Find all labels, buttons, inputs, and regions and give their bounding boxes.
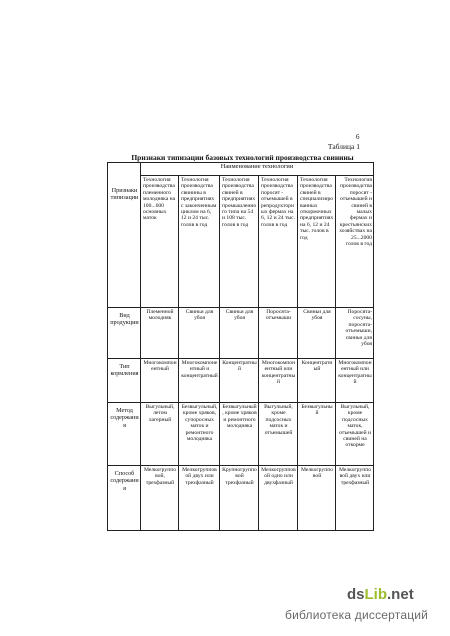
- row-label: Тип кормления: [108, 359, 141, 403]
- table-cell: Многокомпонентный и концентратный: [179, 359, 220, 403]
- column-header: Технология производства свиней в специализированных откормочных предприятиях на 6, 12 и 24 тыс. голов в год: [298, 176, 336, 308]
- table-cell: Концентратный: [220, 359, 259, 403]
- table-cell: Безвыгульный, кроме хряков и ремонтного молодняка: [220, 403, 259, 466]
- table-label: Таблица 1: [327, 142, 360, 151]
- column-header: Технология производства поросят - отъемышей и свиней в малых фермах и крестьянских хозяйствах на 25...2000 голов в год: [336, 176, 374, 308]
- column-header: Технология производства поросят - отъемышей в репродукторных фермах на 6, 12 и 24 тыс. голов в год: [259, 176, 298, 308]
- table-cell: Свиньи для убоя: [298, 308, 336, 359]
- table-cell: Многокомпонентный: [141, 359, 179, 403]
- table-row: [108, 308, 374, 359]
- table-cell: Безвыгульный, кроме хряков, супоросных маток и ремонтного молодняка: [179, 403, 220, 466]
- table-cell: Мелкогрупповой одно или двухфазный: [259, 466, 298, 531]
- table-group-header-row: [108, 163, 374, 176]
- table-title: Признаки типизации базовых технологий производства свинины: [131, 153, 354, 162]
- table-cell: Мелкогрупповой, трехфазный: [141, 466, 179, 531]
- table-cell: Свиньи для убоя: [179, 308, 220, 359]
- table-cell: Крупногрупповой трехфазный: [220, 466, 259, 531]
- logo-net-text: .net: [387, 586, 414, 603]
- row-label: Метод содержания: [108, 403, 141, 466]
- technology-table: [107, 162, 374, 531]
- row-label: Способ содержания: [108, 466, 141, 531]
- column-header: Технология производства племенного молодняка на 100...600 основных маток: [141, 176, 179, 308]
- column-header: Технология производства свиней в предприятиях промышленного типа на 54 и 108 тыс. голов в год: [220, 176, 259, 308]
- table-row: [108, 403, 374, 466]
- table-cell: Племенной молодняк: [141, 308, 179, 359]
- page-number: 6: [356, 133, 360, 141]
- logo-subtitle: библиотека диссертаций: [285, 608, 429, 622]
- table-cell: Мелкогрупповой двух или трехфазный: [179, 466, 220, 531]
- table-cell: Мелкогрупповой двух или трехфазный: [336, 466, 374, 531]
- table-column-header-row: [108, 176, 374, 308]
- table-cell: Многокомпонентный или концентратный: [336, 359, 374, 403]
- row-label: Вид продукции: [108, 308, 141, 359]
- row-header-features: Признаки типизации: [108, 163, 141, 308]
- table-row: [108, 466, 374, 531]
- table-cell: Концентратный: [298, 359, 336, 403]
- table-cell: Выгульный, кроме подсосных маток и отъемышей: [259, 403, 298, 466]
- table-cell: Мелкогрупповой: [298, 466, 336, 531]
- column-header: Технология производства свинины в предприятиях с законченным циклом на 6, 12 и 24 тыс. голов в год: [179, 176, 220, 308]
- group-header: Наименование технологии: [141, 163, 374, 176]
- logo-lib-text: Lib: [364, 586, 388, 603]
- table-cell: Безвыгульный: [298, 403, 336, 466]
- table-cell: Многокомпонентный или концентратный: [259, 359, 298, 403]
- table-cell: Свиньи для убоя: [220, 308, 259, 359]
- table-cell: Поросята-отъемыши: [259, 308, 298, 359]
- table-cell: Выгульный, кроме подсосных маток, отъемышей и свиней на откорме: [336, 403, 374, 466]
- table-cell: Выгульный, летом лагерный: [141, 403, 179, 466]
- table-row: [108, 359, 374, 403]
- table-cell: Поросята-сосуны, поросята-отъемыши, свиньи для убоя: [336, 308, 374, 359]
- dslib-logo[interactable]: [347, 586, 414, 603]
- logo-ds-text: ds: [347, 586, 365, 603]
